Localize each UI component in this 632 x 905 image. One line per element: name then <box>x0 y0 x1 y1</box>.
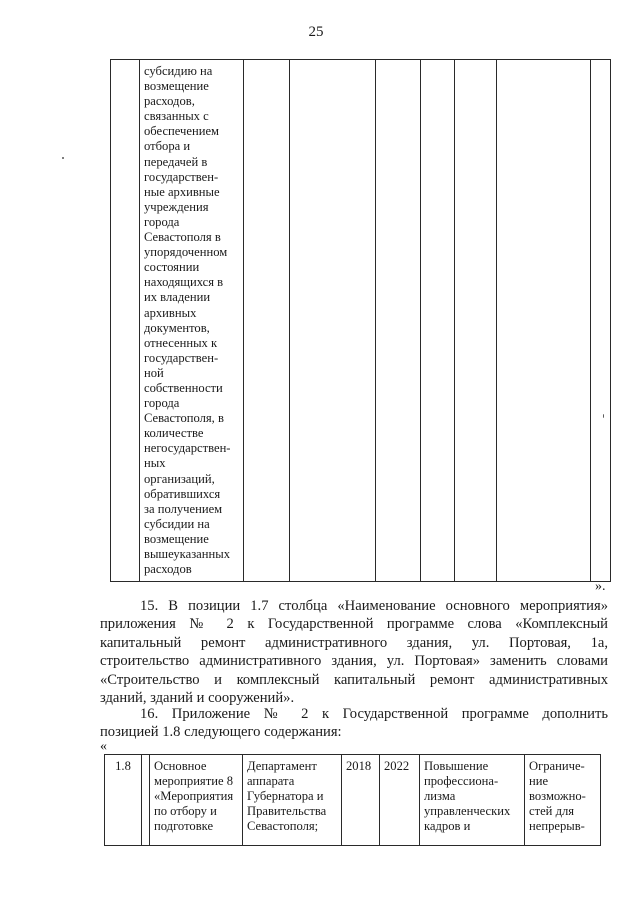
opening-quote: « <box>100 739 107 754</box>
subsidy-description-cell: субсидию на возмещение расходов, связанных с обеспечением отбора и передачей в государствен- ные архивные учреждения города Севастополя в упорядоченном состоянии находящихся в их владении архивных документов, отнесенных к государствен- ной собственности города Севастополя, в количестве негосударствен- ных организаций, обратившихся за получением субсидии на возмещение вышеуказанных расходов <box>140 60 244 582</box>
paragraph-line: 16. Приложение № 2 к Государственной программе дополнить <box>140 706 608 722</box>
expected-result-cell: Повышение профессиона- лизма управленческих кадров и <box>420 755 525 846</box>
scan-speck <box>603 414 604 418</box>
position-number-cell: 1.8 <box>105 755 142 846</box>
event-name-cell: Основное мероприятие 8 «Мероприятия по отбору и подготовке <box>150 755 243 846</box>
table-cell <box>497 60 591 582</box>
table-cell <box>142 755 150 846</box>
position-1-8-table <box>104 754 601 846</box>
paragraph-line: приложения № 2 к Государственной программе слова «Комплексный <box>100 616 608 633</box>
page-number: 25 <box>308 24 324 40</box>
closing-quote: ». <box>595 579 606 594</box>
scan-speck <box>62 157 64 159</box>
paragraph-15 <box>100 597 608 707</box>
consequences-cell: Ограниче- ние возможно- стей для непрерыв- <box>525 755 601 846</box>
paragraph-line: позицией 1.8 следующего содержания: <box>100 724 342 741</box>
table-cell <box>244 60 290 582</box>
table-cell <box>421 60 455 582</box>
continued-table <box>110 59 611 582</box>
end-year-cell: 2022 <box>380 755 420 846</box>
table-cell <box>290 60 376 582</box>
table-cell <box>376 60 421 582</box>
table-cell <box>455 60 497 582</box>
paragraph-line: капитальный ремонт административного здания, ул. Портовая, 1а, <box>100 634 608 651</box>
paragraph-line: «Строительство и комплексный капитальный ремонт административных <box>100 671 608 688</box>
paragraph-16 <box>100 705 608 742</box>
table-row <box>105 755 601 846</box>
executor-cell: Департамент аппарата Губернатора и Правительства Севастополя; <box>243 755 342 846</box>
paragraph-line: строительство административного здания, ул. Портовая» заменить словами <box>100 653 608 670</box>
table-row <box>111 60 611 582</box>
paragraph-line: 15. В позиции 1.7 столбца «Наименование основного мероприятия» <box>140 598 608 614</box>
table-cell <box>111 60 140 582</box>
table-cell <box>591 60 611 582</box>
start-year-cell: 2018 <box>342 755 380 846</box>
paragraph-line: зданий, зданий и сооружений». <box>100 690 295 707</box>
